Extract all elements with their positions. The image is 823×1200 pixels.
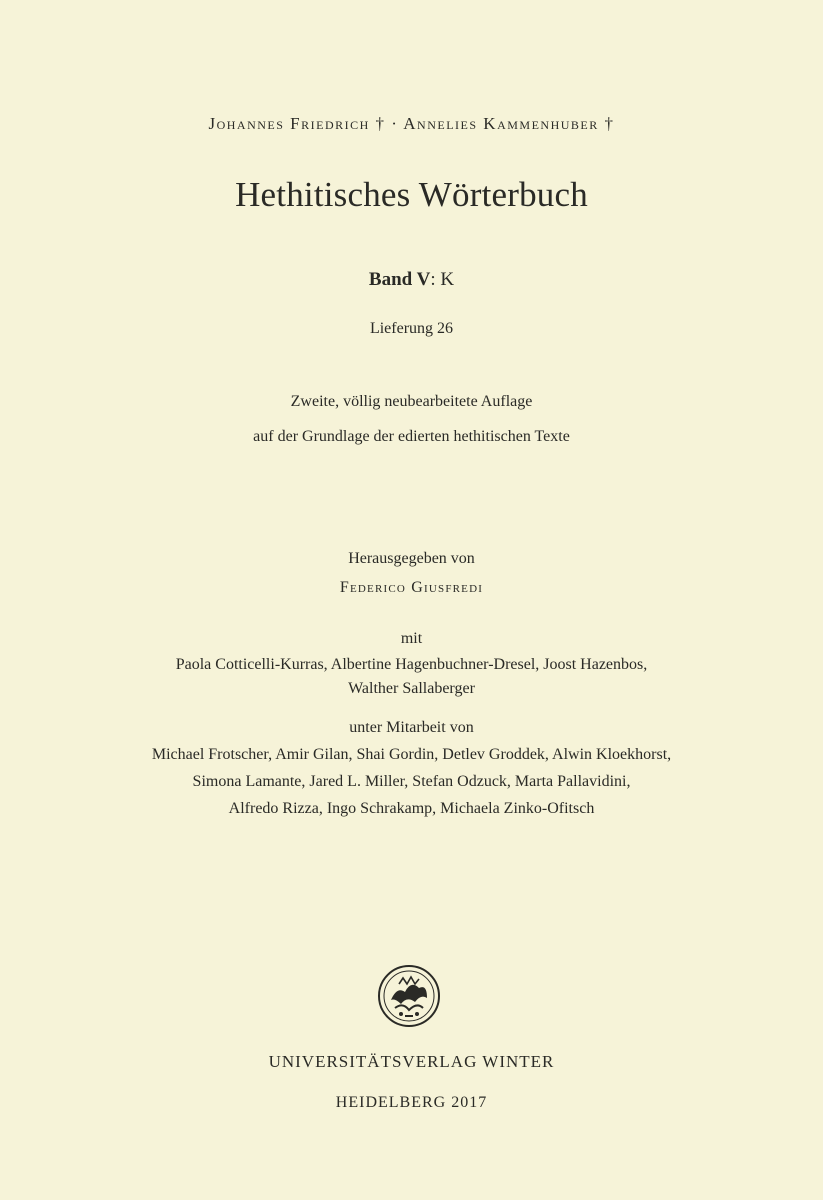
co-editors-line-1: Paola Cotticelli-Kurras, Albertine Hagenbuchner-Dresel, Joost Hazenbos, xyxy=(175,656,648,673)
contributors-line: Michael Frotscher, Amir Gilan, Shai Gordin, Detlev Groddek, Alwin Kloekhorst, xyxy=(151,746,672,763)
authors-line: Johannes Friedrich † · Annelies Kammenhuber † xyxy=(208,114,615,133)
collaboration-label: unter Mitarbeit von xyxy=(349,719,474,736)
volume-line xyxy=(0,269,823,291)
book-title: Hethitisches Wörterbuch xyxy=(235,175,588,214)
edited-by-label: Herausgegeben von xyxy=(348,550,475,567)
editor-name: Federico Giusfredi xyxy=(339,579,484,596)
contributors-line: Simona Lamante, Jared L. Miller, Stefan Odzuck, Marta Pallavidini, xyxy=(192,773,631,790)
edition-line-1: Zweite, völlig neubearbeitete Auflage xyxy=(290,393,533,410)
co-editors-line-2: Walther Sallaberger xyxy=(348,680,475,697)
volume-letter: : K xyxy=(430,269,455,290)
publisher-seal-icon xyxy=(377,964,441,1028)
publisher-name: UNIVERSITÄTSVERLAG WINTER xyxy=(268,1052,555,1071)
volume-label: Band V xyxy=(368,269,431,290)
with-label: mit xyxy=(400,630,423,647)
publisher-place-year: HEIDELBERG 2017 xyxy=(335,1094,488,1111)
contributors-line: Alfredo Rizza, Ingo Schrakamp, Michaela Zinko-Ofitsch xyxy=(228,800,595,817)
edition-line-2: auf der Grundlage der edierten hethitischen Texte xyxy=(253,428,570,445)
installment-line: Lieferung 26 xyxy=(369,320,454,337)
